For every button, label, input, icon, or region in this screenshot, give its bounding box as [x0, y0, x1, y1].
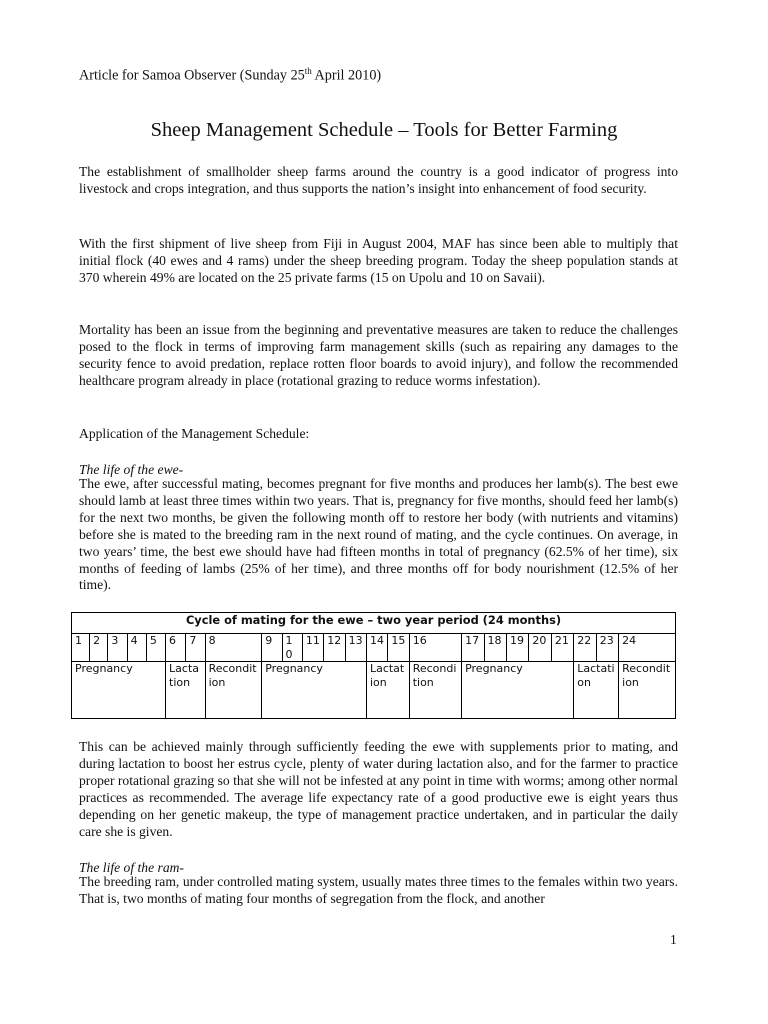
month-cell: 24: [619, 634, 676, 662]
phase-cell-recondition: Recondition: [619, 662, 676, 719]
phase-cell-pregnancy: Pregnancy: [72, 662, 166, 719]
phase-cell-lactation: Lactation: [366, 662, 409, 719]
paragraph-ewe-life: The ewe, after successful mating, becomes pregnant for five months and produces her lamb(s). The best ewe should lamb at least three times within two years. That is, pregnancy for five months, should feed her lamb(s) for the next two months, be given the following month off to restore her body (with nutrients and vitamins) before she is mated to the breeding ram in the next round of mating, and the cycle continues. On average, in two years’ time, the best ewe should have had fifteen months in total of pregnancy (62.5% of her time), six months of feeding of lambs (25% of her time), and three months off for body nourishment (12.5% of her time).: [79, 476, 678, 593]
mating-cycle-table: [71, 612, 676, 719]
page-title: Sheep Management Schedule – Tools for Better Farming: [150, 119, 618, 141]
article-tag: Article for Samoa Observer (Sunday 25th April 2010): [79, 66, 382, 84]
month-cell: 22: [574, 634, 596, 662]
month-cell: 10: [282, 634, 302, 662]
month-cell: 6: [166, 634, 186, 662]
paragraph-ewe-care: This can be achieved mainly through sufficiently feeding the ewe with supplements prior to mating, and during lactation to boost her estrus cycle, plenty of water during lactation also, and for the farmer to practice proper rotational grazing so that she will not be infested at any point in time with worms; among other normal practices as recommended. The average life expectancy rate of a good productive ewe is eight years thus depending on her genetic makeup, the type of management practice undertaken, and in particular the daily care she is given.: [79, 739, 678, 839]
month-cell: 18: [484, 634, 506, 662]
paragraph-food-security: The establishment of smallholder sheep farms around the country is a good indicator of progress into livestock and crops integration, and thus supports the nation’s insight into enhancement of food security.: [79, 164, 678, 196]
month-cell: 3: [108, 634, 127, 662]
table-caption: Cycle of mating for the ewe – two year period (24 months): [72, 613, 676, 634]
month-cell: 2: [90, 634, 108, 662]
month-cell: 23: [596, 634, 618, 662]
month-cell: 17: [462, 634, 484, 662]
month-cell: 8: [205, 634, 262, 662]
month-cell: 12: [324, 634, 345, 662]
phase-cell-lactation: Lactation: [166, 662, 206, 719]
month-cell: 15: [388, 634, 409, 662]
heading-application: Application of the Management Schedule:: [79, 426, 310, 441]
month-cell: 20: [529, 634, 551, 662]
paragraph-mortality: Mortality has been an issue from the beginning and preventative measures are taken to reduce the challenges posed to the flock in terms of improving farm management skills (such as repairing any damages to the security fence to avoid predation, replace rotten floor boards to avoid injury), and follow the recommended healthcare program already in place (rotational grazing to reduce worms infestation).: [79, 322, 678, 388]
heading-ram: The life of the ram-: [79, 860, 184, 875]
month-cell: 1: [72, 634, 90, 662]
heading-ewe: The life of the ewe-: [79, 462, 184, 477]
month-cell: 13: [345, 634, 366, 662]
month-cell: 14: [366, 634, 387, 662]
page-number: 1: [670, 932, 677, 947]
month-cell: 4: [127, 634, 146, 662]
phase-cell-recondition: Recondition: [205, 662, 262, 719]
month-cell: 7: [186, 634, 205, 662]
month-cell: 16: [409, 634, 461, 662]
month-cell: 19: [506, 634, 528, 662]
paragraph-ram-life: The breeding ram, under controlled mating system, usually mates three times to the females within two years. That is, two months of mating four months of segregation from the flock, and another: [79, 874, 678, 906]
month-cell: 11: [302, 634, 323, 662]
month-cell: 9: [262, 634, 282, 662]
paragraph-flock-history: With the first shipment of live sheep from Fiji in August 2004, MAF has since been able to multiply that initial flock (40 ewes and 4 rams) under the sheep breeding program. Today the sheep population stands at 370 wherein 49% are located on the 25 private farms (15 on Upolu and 10 on Savaii).: [79, 236, 678, 285]
phase-cell-pregnancy: Pregnancy: [262, 662, 367, 719]
phase-cell-pregnancy: Pregnancy: [462, 662, 574, 719]
month-cell: 5: [146, 634, 165, 662]
month-cell: 21: [551, 634, 573, 662]
phase-cell-lactation: Lactation: [574, 662, 619, 719]
phase-cell-recondition: Recondition: [409, 662, 461, 719]
